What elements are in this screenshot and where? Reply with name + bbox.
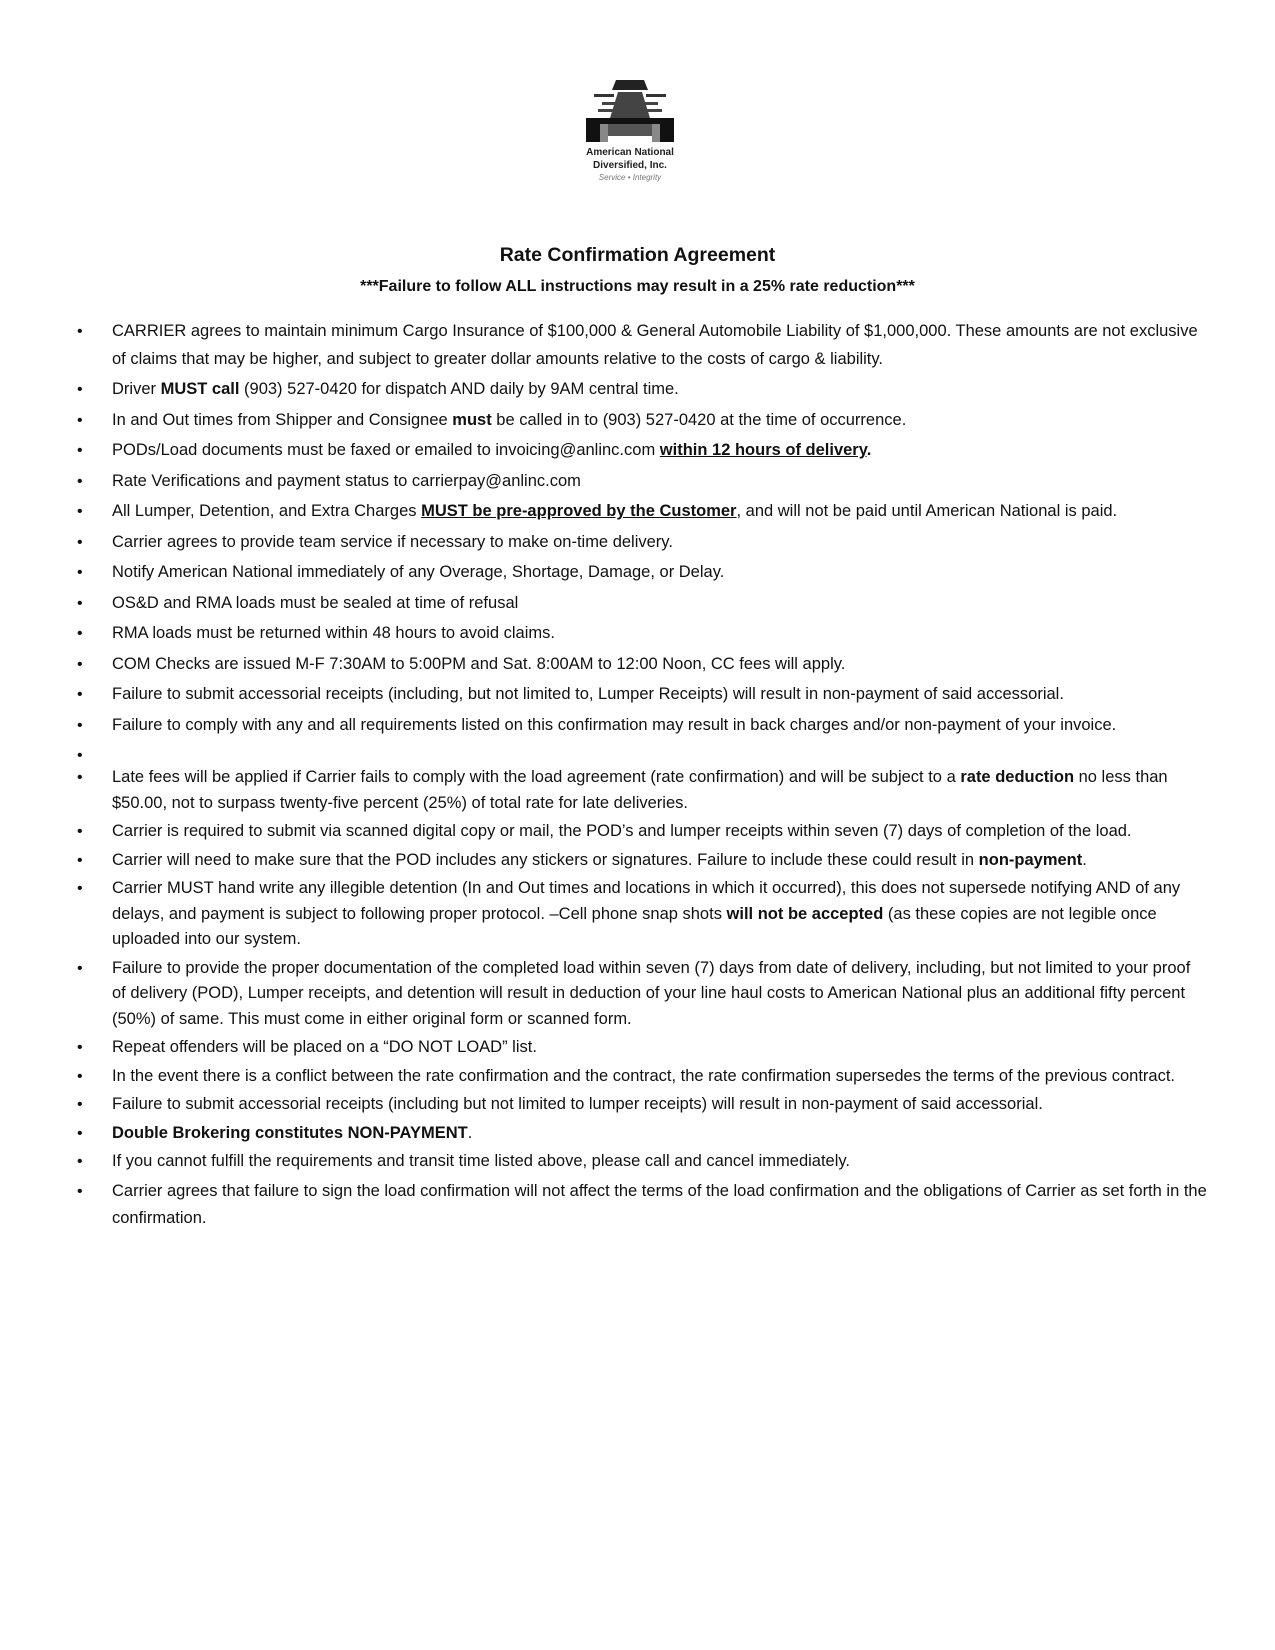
term-text: (903) 527-0420 for dispatch AND daily by 9AM central time.	[239, 380, 679, 398]
term-text: CARRIER agrees to maintain minimum Cargo Insurance of $100,000 & General Automobile Liability of $1,000,000. These amounts are not exclusive of claims that may be higher, and subject to greater dollar amounts relative to the costs of cargo & liability.	[112, 322, 1198, 368]
term-text: Carrier MUST hand write any illegible detention (In and Out times and locations in which it occurred), this does not supersede notifying AND of any delays, and payment is subject to following proper protocol. –Cell phone snap shots	[112, 879, 1181, 923]
term-late-fees	[77, 765, 1207, 816]
term-emphasis: will not be accepted	[726, 904, 884, 923]
term-documentation-deadline	[77, 956, 1207, 1033]
term-text: In the event there is a conflict between the rate confirmation and the contract, the rate confirmation supersedes the terms of the previous contract.	[112, 1066, 1175, 1085]
term-submit-pod	[77, 819, 1207, 845]
term-emphasis: MUST call	[160, 380, 240, 398]
term-emphasis: non-payment	[978, 850, 1083, 869]
term-text: no less than $50.00, not to surpass twenty-five percent (25%) of total rate for late deliveries.	[112, 768, 1168, 812]
term-repeat-offenders	[77, 1035, 1207, 1061]
terms-list	[77, 318, 1207, 1236]
term-accessorial-receipts-2	[77, 1092, 1207, 1118]
term-text: Rate Verifications and payment status to carrierpay@anlinc.com	[112, 471, 581, 490]
term-text: All Lumper, Detention, and Extra Charges	[112, 502, 422, 520]
term-text: Failure to provide the proper documentation of the completed load within seven (7) days from date of delivery, including, but not limited to your proof of delivery (POD), Lumper receipts, and detention will result in deduction of your line haul costs to American National plus an additional fifty percent (50%) of same. This must come in either original form or scanned form.	[112, 958, 1191, 1028]
logo-tagline: Service • Integrity	[598, 173, 662, 182]
term-text: .	[467, 1123, 473, 1142]
term-text: Carrier agrees to provide team service if necessary to make on-time delivery.	[112, 532, 673, 551]
logo-name-line2: Diversified, Inc.	[593, 160, 667, 171]
term-cancel	[77, 1149, 1207, 1175]
document-title: Rate Confirmation Agreement	[499, 244, 776, 266]
term-emphasis: must	[452, 410, 492, 429]
term-notify-osd	[77, 559, 1207, 587]
term-pod-documents	[77, 437, 1207, 465]
term-pod-stickers	[77, 848, 1207, 874]
term-text: , and will not be paid until American National is paid.	[736, 502, 1118, 520]
term-text: PODs/Load documents must be faxed or emailed to invoicing@anlinc.com	[112, 441, 660, 459]
term-emphasis: rate deduction	[960, 768, 1075, 786]
term-text: (as these copies are not legible once uploaded into our system.	[112, 904, 1157, 948]
logo-mark-icon	[580, 78, 680, 146]
term-rate-verification	[77, 468, 1207, 496]
term-conflict	[77, 1064, 1207, 1090]
term-text: .	[1082, 850, 1087, 869]
term-text: In and Out times from Shipper and Consignee	[112, 410, 453, 429]
term-rma-return	[77, 620, 1207, 648]
term-text: Repeat offenders will be placed on a “DO NOT LOAD” list.	[112, 1038, 537, 1056]
term-text: Carrier agrees that failure to sign the load confirmation will not affect the terms of the load confirmation and the obligations of Carrier as set forth in the confirmation.	[112, 1181, 1207, 1227]
term-double-brokering	[77, 1121, 1207, 1147]
term-text: Driver	[112, 380, 161, 398]
term-text: Carrier is required to submit via scanned digital copy or mail, the POD’s and lumper receipts within seven (7) days of completion of the load.	[112, 822, 1132, 840]
term-text: Notify American National immediately of any Overage, Shortage, Damage, or Delay.	[112, 563, 725, 581]
logo-name-line1: American National	[586, 147, 674, 158]
term-sealed-loads	[77, 590, 1207, 618]
term-compliance	[77, 712, 1207, 740]
term-com-checks	[77, 651, 1207, 679]
term-text: Failure to submit accessorial receipts (including, but not limited to, Lumper Receipts) will result in non-payment of said accessorial.	[112, 685, 1064, 703]
company-logo	[560, 78, 700, 206]
term-text: If you cannot fulfill the requirements and transit time listed above, please call and cancel immediately.	[112, 1152, 850, 1170]
warning-notice: ***Failure to follow ALL instructions may result in a 25% rate reduction***	[360, 278, 915, 295]
term-text: .	[866, 441, 872, 459]
term-team-service	[77, 529, 1207, 557]
term-text: Late fees will be applied if Carrier fails to comply with the load agreement (rate confirmation) and will be subject to a	[112, 768, 961, 786]
term-text: Failure to submit accessorial receipts (including but not limited to lumper receipts) will result in non-payment of said accessorial.	[112, 1095, 1043, 1113]
term-signature	[77, 1178, 1207, 1233]
term-in-out-times	[77, 407, 1207, 435]
term-illegible-detention	[77, 876, 1207, 953]
term-text: RMA loads must be returned within 48 hours to avoid claims.	[112, 624, 555, 642]
term-emphasis: within 12 hours of delivery	[659, 441, 867, 459]
term-text: Failure to comply with any and all requirements listed on this confirmation may result in back charges and/or non-payment of your invoice.	[112, 715, 1117, 734]
term-dispatch-call	[77, 376, 1207, 404]
term-text: OS&D and RMA loads must be sealed at time of refusal	[112, 593, 519, 612]
term-insurance	[77, 318, 1207, 373]
term-text: be called in to (903) 527-0420 at the time of occurrence.	[491, 410, 907, 429]
section-spacer	[77, 742, 1207, 762]
term-extra-charges	[77, 498, 1207, 526]
term-emphasis: MUST be pre-approved by the Customer	[421, 502, 737, 520]
term-text: Carrier will need to make sure that the POD includes any stickers or signatures. Failure to include these could result in	[112, 850, 979, 869]
term-emphasis: Double Brokering constitutes NON-PAYMENT	[112, 1123, 468, 1142]
term-accessorial-receipts	[77, 681, 1207, 709]
term-text: COM Checks are issued M-F 7:30AM to 5:00PM and Sat. 8:00AM to 12:00 Noon, CC fees will apply.	[112, 654, 846, 673]
